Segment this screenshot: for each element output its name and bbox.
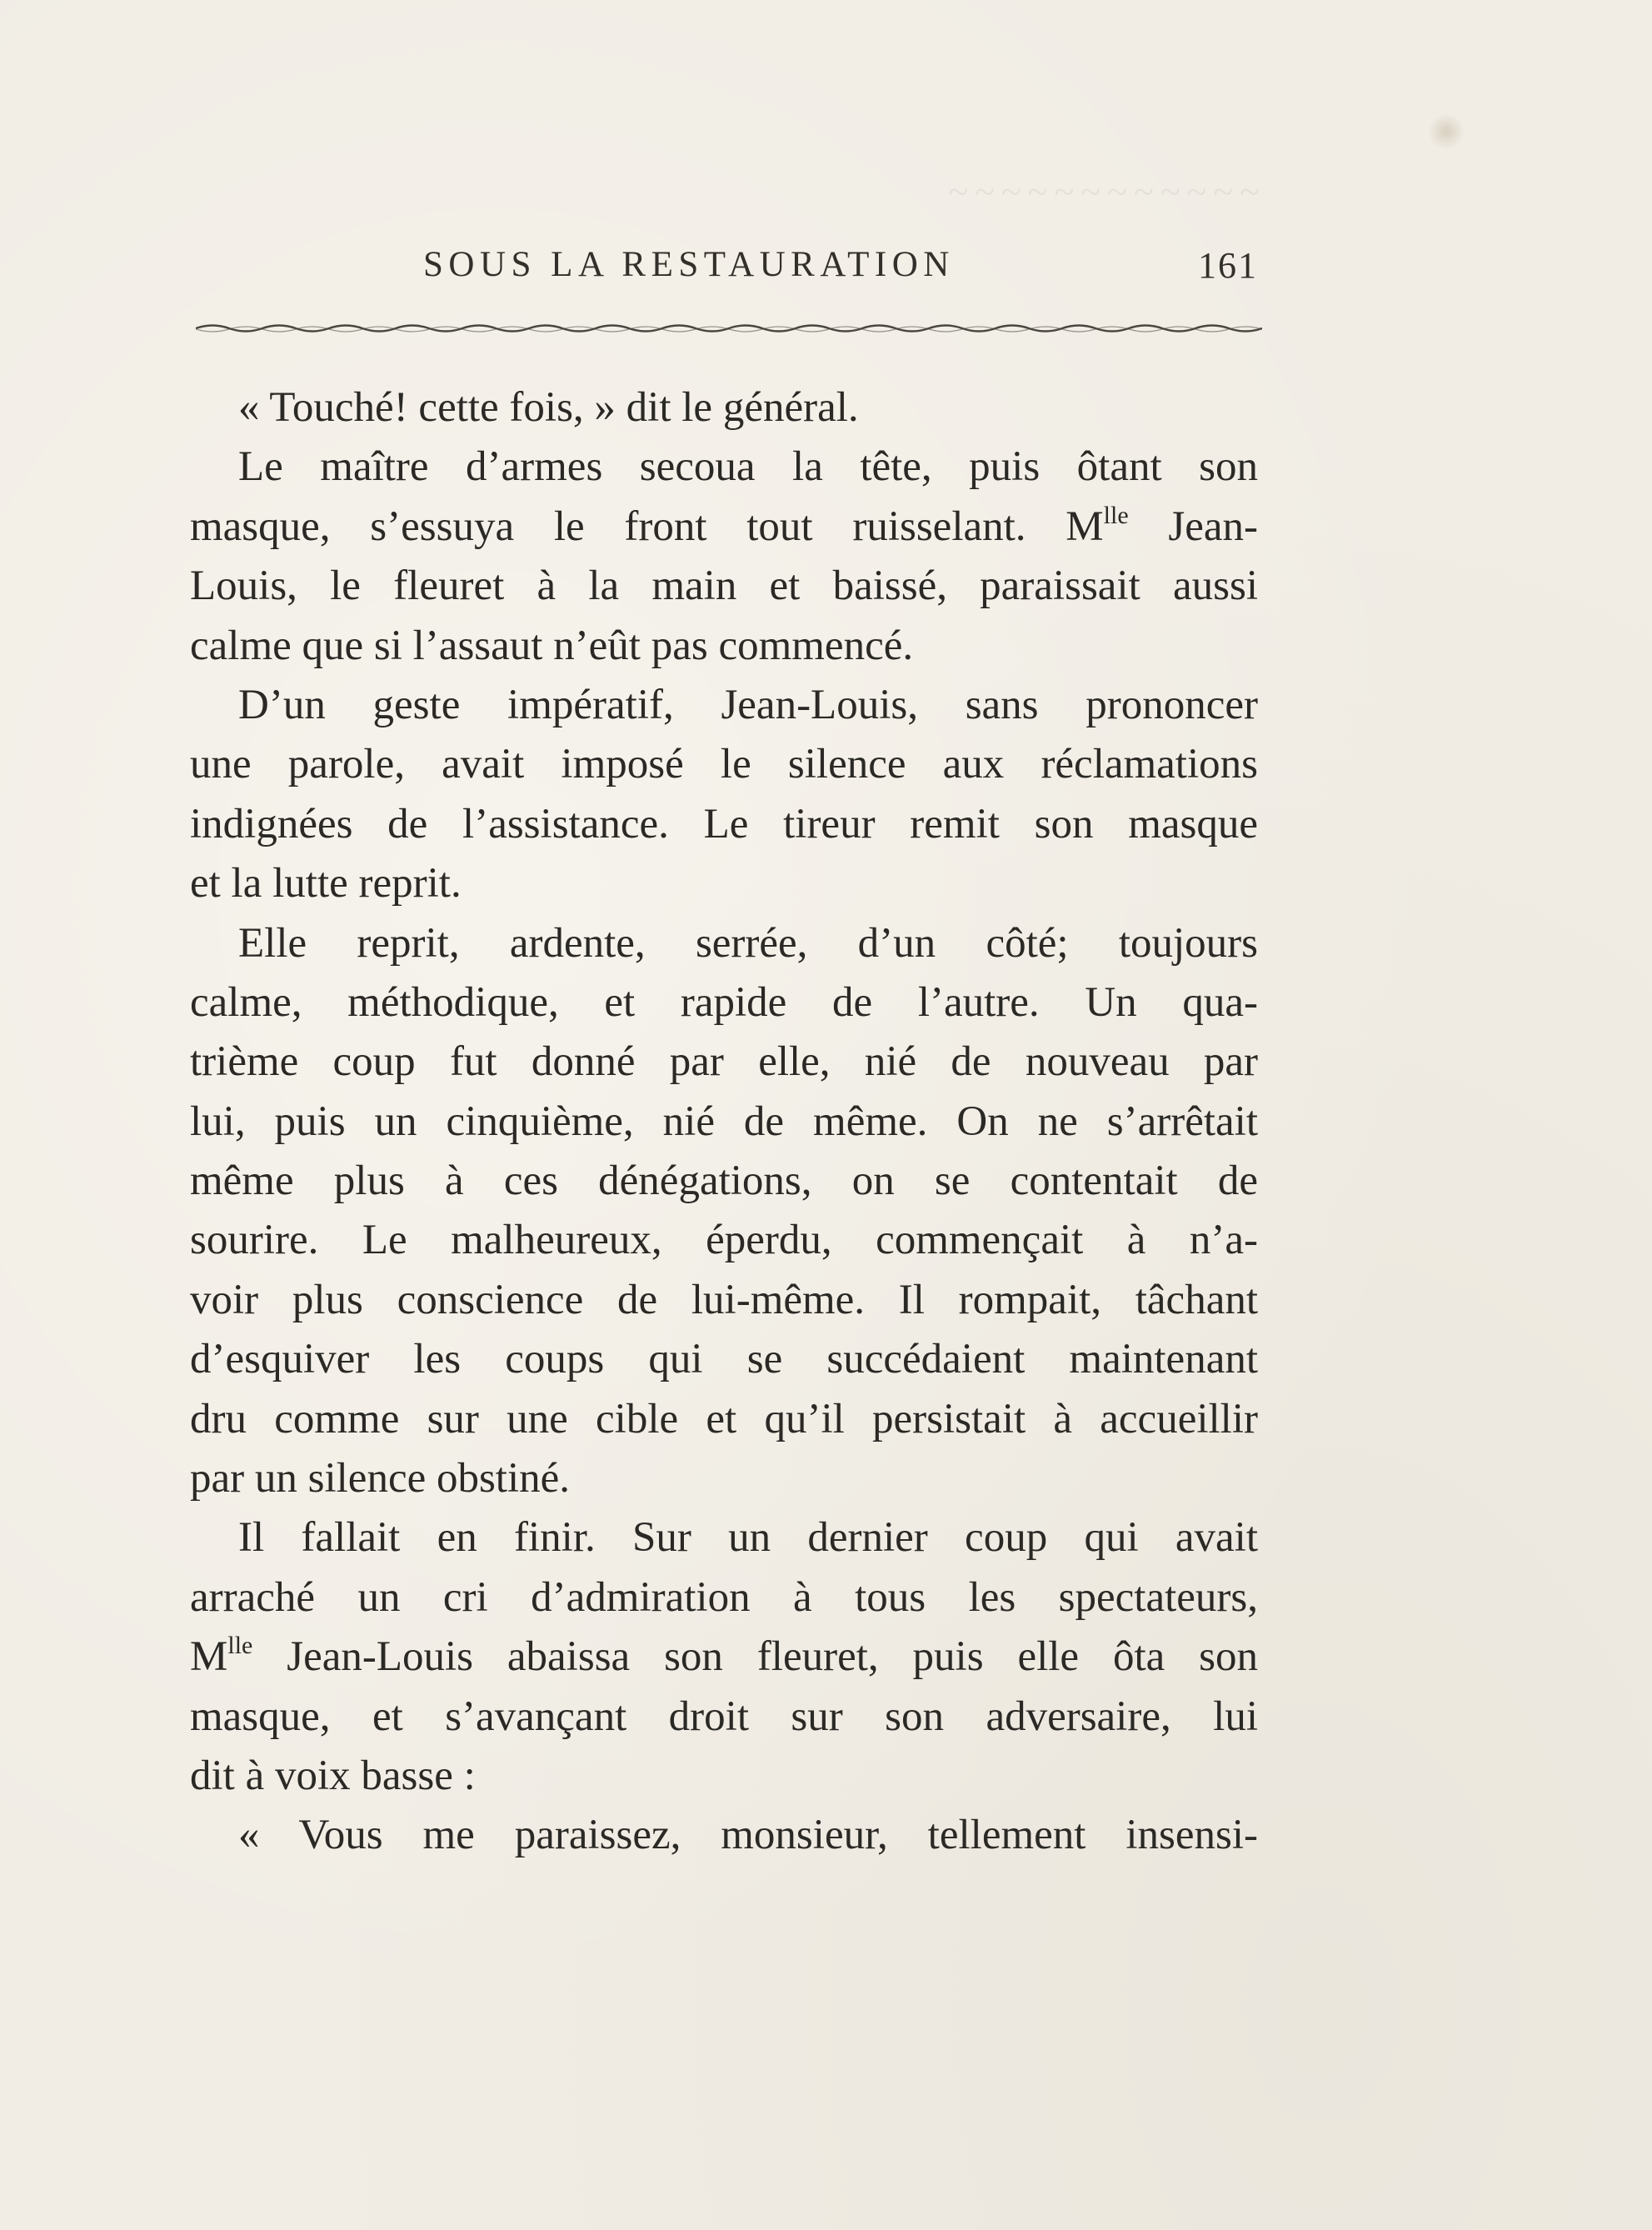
- header-rule: [196, 319, 1262, 338]
- text-line-24: dit à voix basse :: [190, 1752, 476, 1799]
- page-header: [190, 244, 1258, 302]
- text-line-18: dru comme sur une cible et qu’il persistait à accueillir: [190, 1395, 1258, 1442]
- text-line-9: et la lutte reprit.: [190, 860, 462, 908]
- text-line-21: arraché un cri d’admiration à tous les spectateurs,: [190, 1573, 1258, 1621]
- body-text: [190, 378, 1258, 1866]
- text-line-25: « Vous me paraissez, monsieur, tellement insensi-: [238, 1812, 1258, 1859]
- title-superscript: lle: [227, 1632, 253, 1660]
- text-line-10: Elle reprit, ardente, serrée, d’un côté; toujours: [238, 919, 1258, 967]
- title-superscript: lle: [1103, 501, 1129, 529]
- text-line-7: une parole, avait imposé le silence aux réclamations: [190, 741, 1258, 788]
- text-line-19: par un silence obstiné.: [190, 1455, 571, 1502]
- show-through-text: ~~~~~~~~~~~~: [948, 172, 1266, 212]
- text-line-1: « Touché! cette fois, » dit le général.: [238, 384, 859, 431]
- text-line-3: [190, 498, 1258, 557]
- text-line-20: Il fallait en finir. Sur un dernier coup qui avait: [238, 1514, 1258, 1562]
- running-head: SOUS LA RESTAURATION: [423, 245, 955, 284]
- text-line-12: trième coup fut donné par elle, nié de nouveau par: [190, 1038, 1258, 1086]
- paper-stain: [1429, 112, 1464, 151]
- title-m: M: [190, 1633, 228, 1681]
- text-line-8: indignées de l’assistance. Le tireur remit son masque: [190, 800, 1258, 848]
- text-line-17: d’esquiver les coups qui se succédaient maintenant: [190, 1336, 1258, 1383]
- text-line-3-end: Jean-: [1128, 502, 1259, 550]
- text-line-23: masque, et s’avançant droit sur son adversaire, lui: [190, 1692, 1258, 1740]
- text-line-22-end: Jean-Louis abaissa son fleuret, puis elle ôta son: [252, 1633, 1258, 1681]
- text-line-13: lui, puis un cinquième, nié de même. On ne s’arrêtait: [190, 1098, 1258, 1145]
- text-line-4: Louis, le fleuret à la main et baissé, paraissait aussi: [190, 562, 1258, 610]
- text-line-5: calme que si l’assaut n’eût pas commencé.: [190, 622, 914, 669]
- title-m: M: [1066, 502, 1104, 550]
- text-line-15: sourire. Le malheureux, éperdu, commençait à n’a-: [190, 1217, 1258, 1264]
- text-line-3-start: masque, s’essuya le front tout ruisselant.: [190, 502, 1026, 550]
- page-number: 161: [1198, 245, 1258, 286]
- text-line-2: Le maître d’armes secoua la tête, puis ôtant son: [238, 443, 1258, 491]
- text-line-22: [190, 1628, 1258, 1687]
- text-line-11: calme, méthodique, et rapide de l’autre. Un qua-: [190, 978, 1258, 1026]
- text-line-6: D’un geste impératif, Jean-Louis, sans prononcer: [238, 681, 1258, 728]
- text-line-16: voir plus conscience de lui-même. Il rompait, tâchant: [190, 1276, 1258, 1323]
- text-line-14: même plus à ces dénégations, on se contentait de: [190, 1158, 1258, 1205]
